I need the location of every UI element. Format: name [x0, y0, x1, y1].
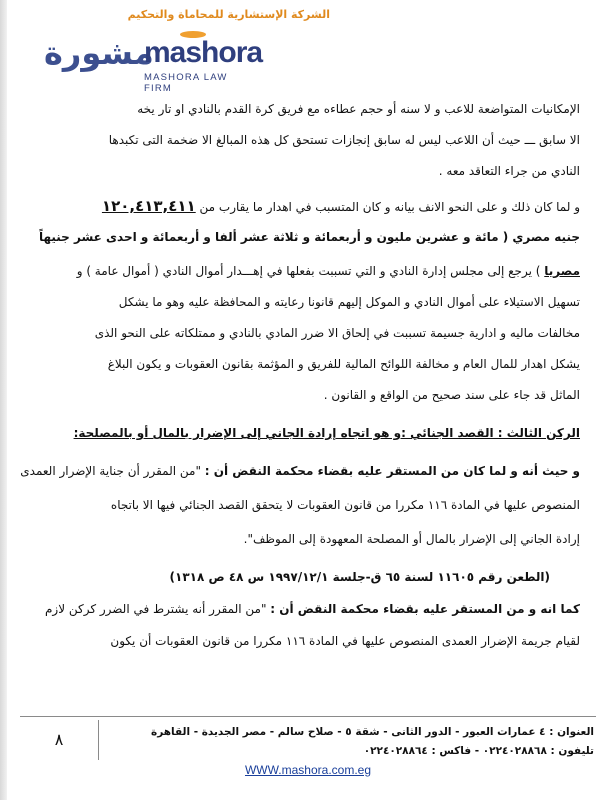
logo-arabic-text: مشورة: [44, 34, 154, 72]
logo-subtitle: MASHORA LAW FIRM: [144, 72, 228, 94]
body-line: الماثل قد جاء على سند صحيح من الواقع و القانون .: [323, 388, 580, 402]
amount-in-words: جنيه مصري ( مائة و عشرين مليون و أربعمائة و ثلاثة عشر ألفا و أربعمائة و احدى عشر جنيهاً: [38, 230, 580, 244]
footer-phones: تليفون : ٠٢٢٤٠٢٨٨٦٨ - فاكس : ٠٢٢٤٠٢٨٨٦٤: [363, 745, 594, 757]
firm-logo: [44, 26, 263, 94]
footer-address: العنوان : ٤ عمارات العبور - الدور الثانى - شقة ٥ - صلاح سالم - مصر الجديدة - القاهرة: [151, 726, 594, 738]
amount-figure: ١٢٠,٤١٣,٤١١: [101, 197, 196, 215]
paragraph-three-first-line: [45, 602, 580, 616]
logo-latin-text: mashora: [144, 36, 263, 69]
amount-word: مصريا: [544, 264, 580, 278]
paragraph-two-quote: "من المقرر أن جناية الإضرار العمدى: [20, 464, 205, 478]
section-heading: الركن الثالث : القصد الجنائي :و هو اتجاه إرادة الجاني إلى الإضرار بالمال أو بالمصلحة:: [73, 426, 580, 440]
body-line: لقيام جريمة الإضرار العمدى المنصوص عليها في المادة ١١٦ مكررا من قانون العقوبات أن يكون: [110, 634, 580, 648]
body-line: تسهيل الاستيلاء على أموال النادي و الموكل إليهم قانونا رعايته و المحافظة عليه وهو ما يشكل: [118, 295, 580, 309]
footer-divider: [20, 716, 596, 717]
website-link[interactable]: WWW.mashora.com.eg: [244, 763, 372, 777]
body-line-amount: [102, 197, 580, 215]
body-line-responsibility: [77, 264, 580, 278]
court-citation: (الطعن رقم ١١٦٠٥ لسنة ٦٥ ق-جلسة ١٩٩٧/١٢/١ س ٤٨ ص ١٣١٨): [169, 570, 550, 584]
body-line: مخالفات ماليه و ادارية جسيمة تسببت في إلحاق الا ضرر المادي بالنادي و ممتلكاته على النحو الذى: [94, 326, 580, 340]
body-line: الإمكانيات المتواضعة للاعب و لا سنه أو حجم عطاءه مع فريق كرة القدم بالنادي او تار يخه: [137, 102, 580, 116]
company-name-arabic: الشركة الإستشارية للمحاماة والتحكيم: [127, 8, 330, 21]
body-line-text: ) يرجع إلى مجلس إدارة النادي و التي تسببت بفعلها في إهـــدار أموال النادي ( أموال عامة ) و: [76, 264, 541, 278]
page-number: ٨: [20, 720, 99, 760]
paragraph-three-lead: كما انه و من المستقر عليه بقضاء محكمة النقض أن :: [270, 602, 580, 616]
page-edge-shadow: [0, 0, 7, 800]
body-line: يشكل اهدار للمال العام و مخالفة اللوائح المالية للفريق و المؤثمة بقانون العقوبات و يكون البلاغ: [107, 357, 580, 371]
body-line: إرادة الجاني إلى الإضرار بالمال أو المصلحة المعهودة إلى الموظف".: [243, 532, 580, 546]
paragraph-three-quote: "من المقرر أنه يشترط في الضرر كركن لازم: [44, 602, 271, 616]
body-line-text: و لما كان ذلك و على النحو الانف بيانه و كان المتسبب في اهدار ما يقارب من: [195, 200, 580, 214]
body-line: الا سابق ـــ حيث أن اللاعب ليس له سابق إنجازات تستحق كل هذه المبالغ الا ضخمة التى تكبدها: [108, 133, 580, 147]
paragraph-two-lead: و حيث أنه و لما كان من المستقر عليه بقضاء محكمة النقض أن :: [204, 464, 580, 478]
paragraph-two-first-line: [20, 464, 580, 478]
body-line: المنصوص عليها في المادة ١١٦ مكررا من قانون العقوبات لا يتحقق القصد الجنائي فيها الا باتجاه: [110, 498, 580, 512]
body-line: النادي من جراء التعاقد معه .: [438, 164, 580, 178]
